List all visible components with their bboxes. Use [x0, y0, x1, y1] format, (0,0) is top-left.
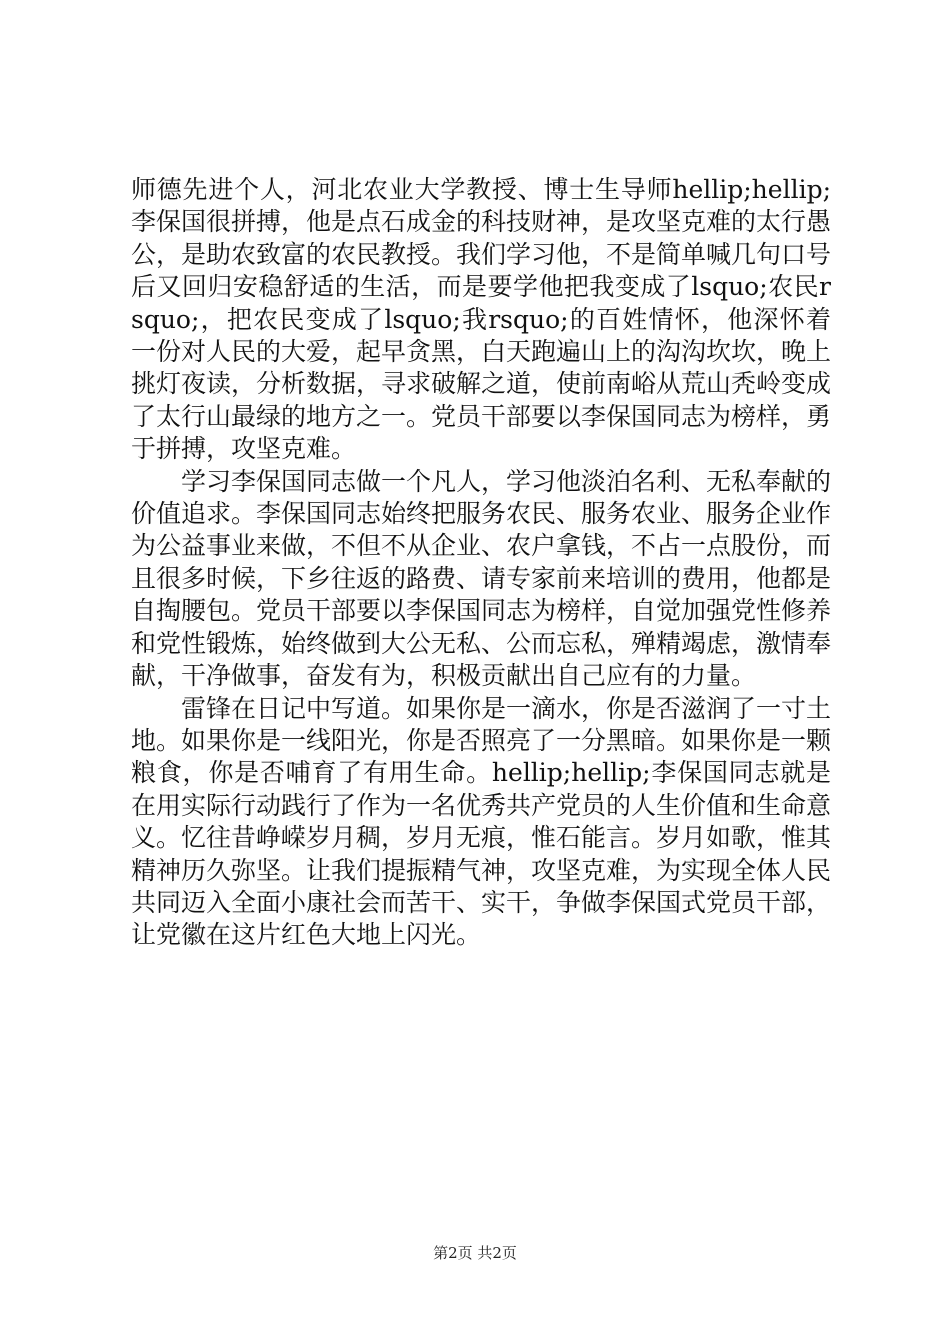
paragraph-1: 师德先进个人，河北农业大学教授、博士生导师hellip;hellip;李保国很拼搏，他是点石成金的科技财神，是攻坚克难的太行愚公，是助农致富的农民教授。我们学习他，不是简单喊几句口号后又回归安稳舒适的生活，而是要学他把我变成了lsquo;农民rsquo;，把农民变成了lsquo;我rsquo;的百姓情怀，他深怀着一份对人民的大爱，起早贪黑，白天跑遍山上的沟沟坎坎，晚上挑灯夜读，分析数据，寻求破解之道，使前南峪从荒山秃岭变成了太行山最绿的地方之一。党员干部要以李保国同志为榜样，勇于拼搏，攻坚克难。: [131, 175, 832, 464]
paragraph-3: 雷锋在日记中写道。如果你是一滴水，你是否滋润了一寸土地。如果你是一线阳光，你是否照亮了一分黑暗。如果你是一颗粮食，你是否哺育了有用生命。hellip;hellip;李保国同志就是在用实际行动践行了作为一名优秀共产党员的人生价值和生命意义。忆往昔峥嵘岁月稠，岁月无痕，惟石能言。岁月如歌，惟其精神历久弥坚。让我们提振精气神，攻坚克难，为实现全体人民共同迈入全面小康社会而苦干、实干，争做李保国式党员干部，让党徽在这片红色大地上闪光。: [131, 693, 832, 950]
document-body: [131, 174, 831, 952]
page-footer: 第2页 共2页: [433, 1244, 517, 1262]
paragraph-2: 学习李保国同志做一个凡人，学习他淡泊名利、无私奉献的价值追求。李保国同志始终把服务农民、服务农业、服务企业作为公益事业来做，不但不从企业、农户拿钱，不占一点股份，而且很多时候，下乡往返的路费、请专家前来培训的费用，他都是自掏腰包。党员干部要以李保国同志为榜样，自觉加强党性修养和党性锻炼，始终做到大公无私、公而忘私，殚精竭虑，激情奉献，干净做事，奋发有为，积极贡献出自己应有的力量。: [131, 466, 832, 691]
